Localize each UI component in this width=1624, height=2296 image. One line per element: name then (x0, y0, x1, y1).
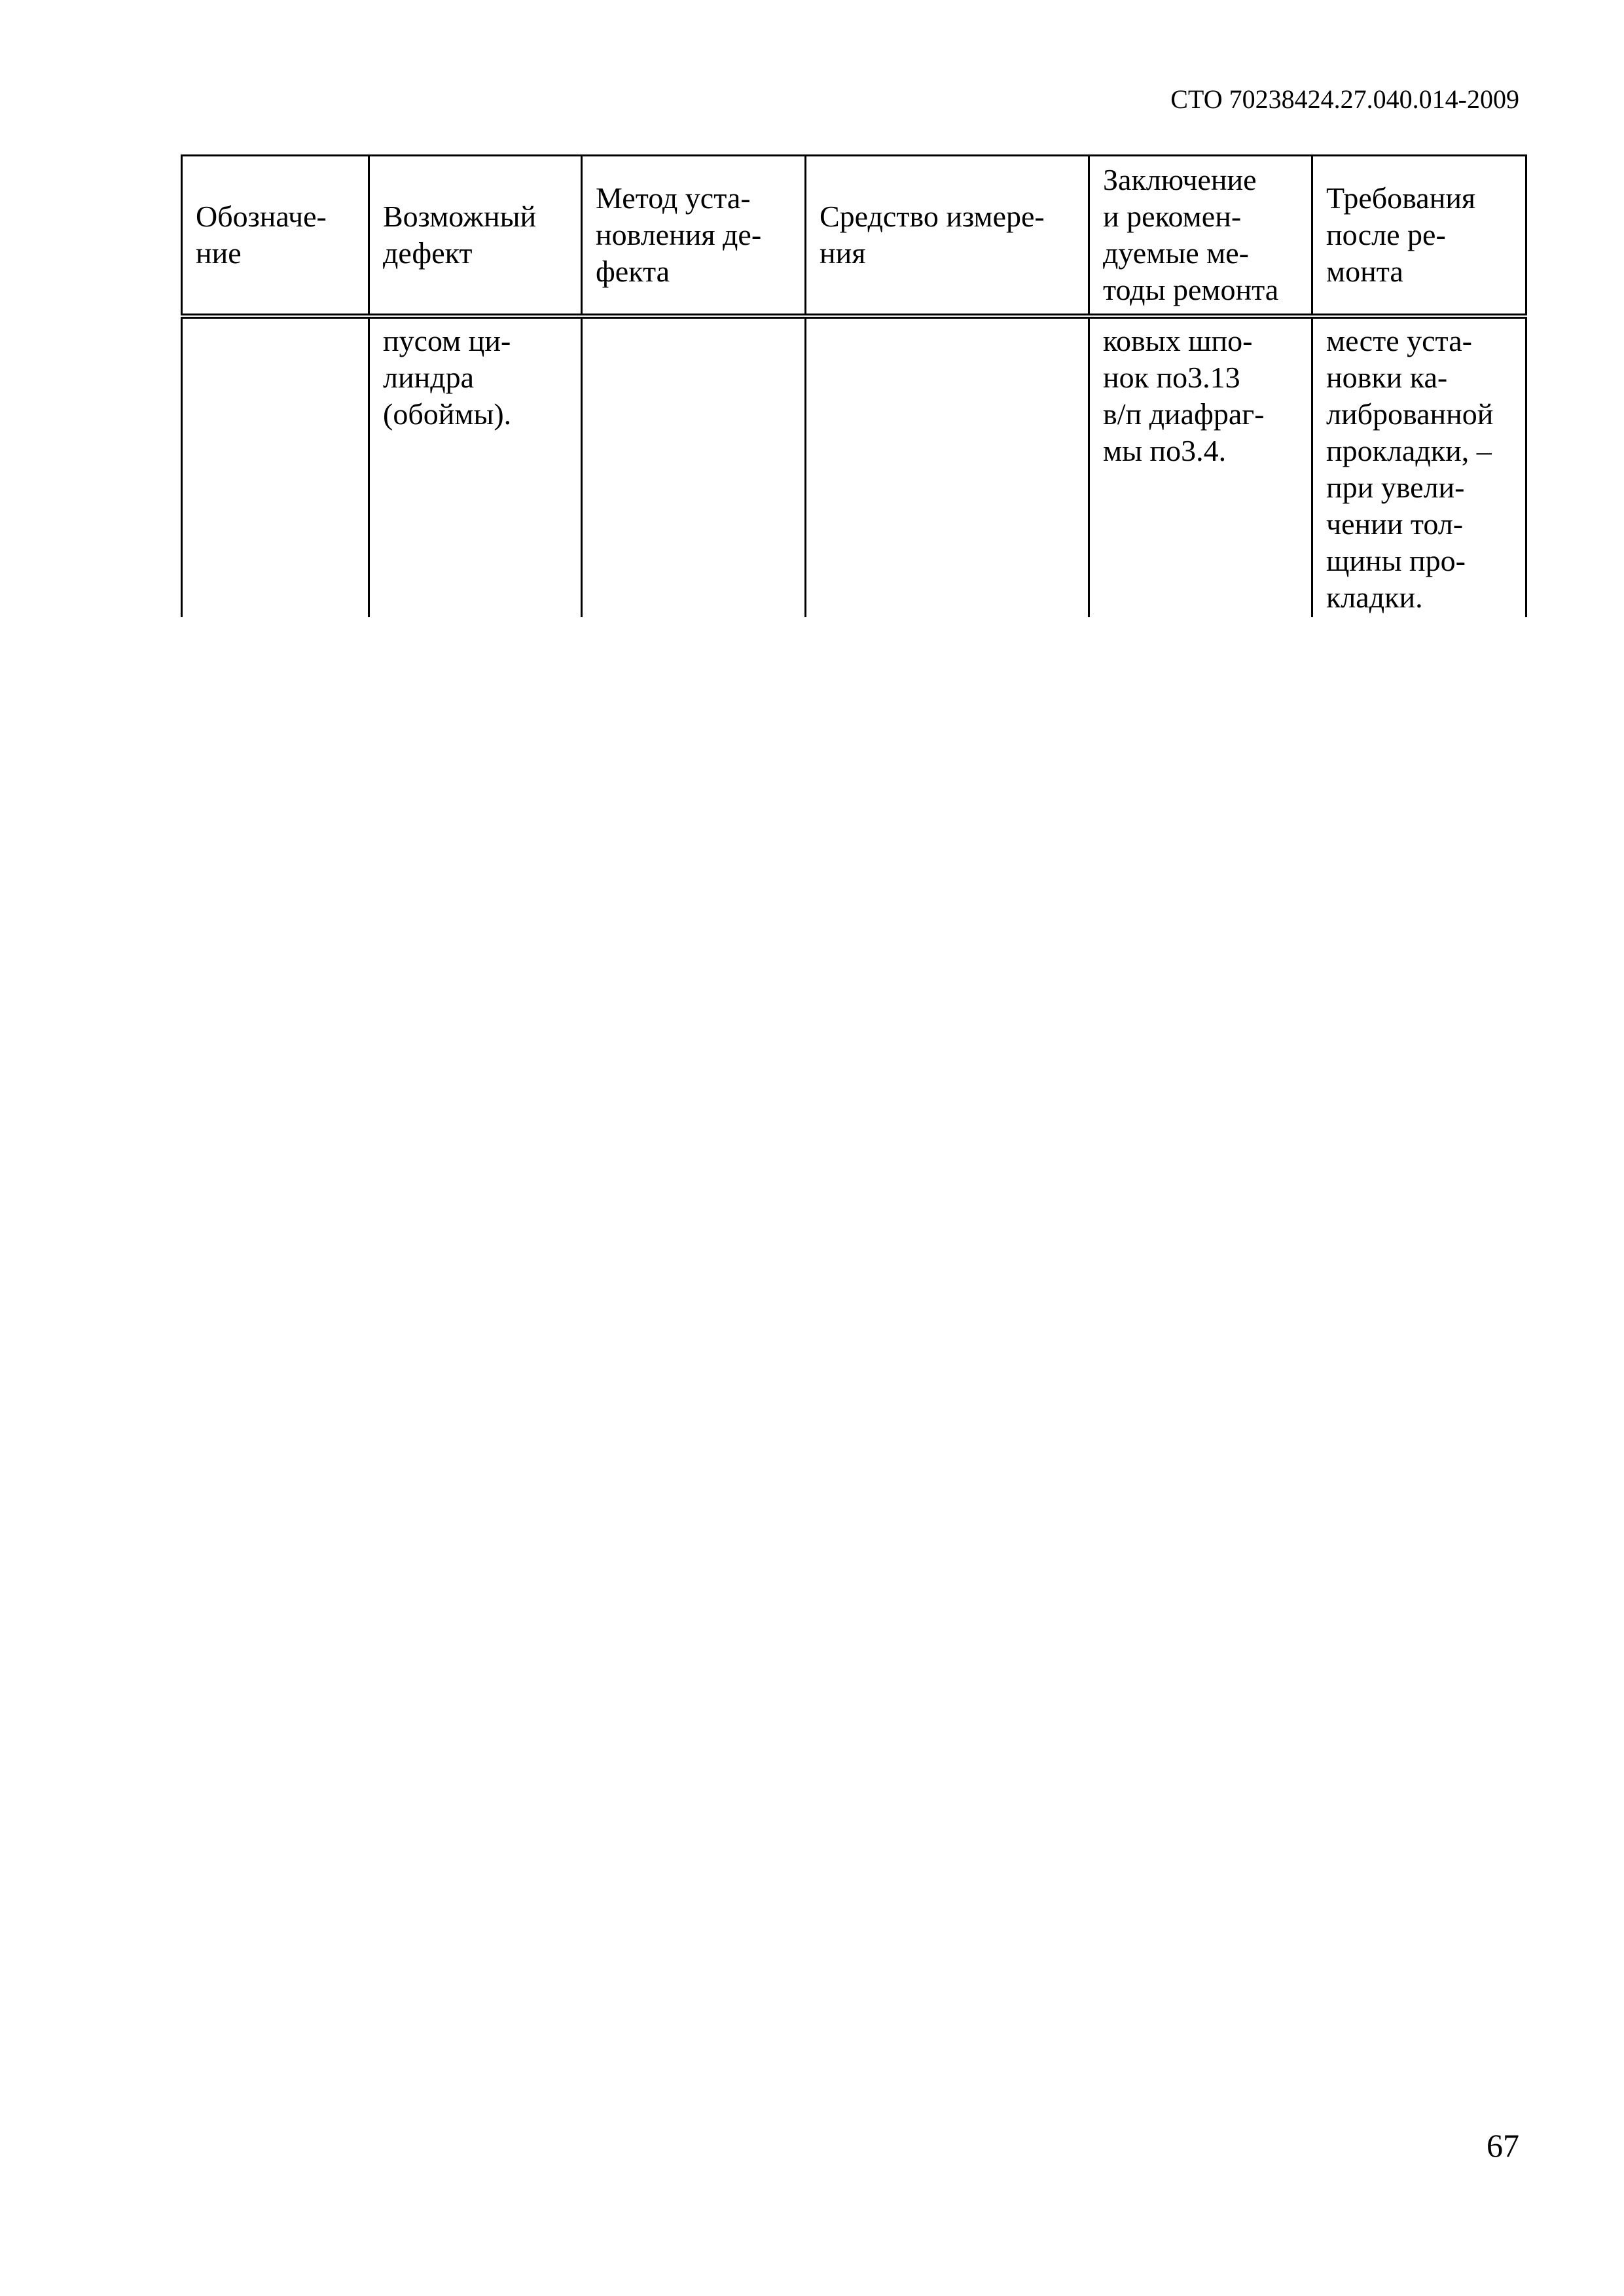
table-cell-conclusion-repair-methods: ковых шпо- нок по3.13 в/п диафраг- мы по3.4. (1089, 316, 1312, 617)
table-cell-detection-method (582, 316, 806, 617)
table-cell-possible-defect: пусом ци- линдра (обоймы). (369, 316, 582, 617)
table-cell-designation (182, 316, 369, 617)
defect-table (181, 154, 1527, 617)
column-header-measuring-tool: Средство измере- ния (806, 156, 1089, 317)
page-number: 67 (1487, 2127, 1519, 2164)
table-row (182, 316, 1526, 617)
column-header-designation: Обозначе- ние (182, 156, 369, 317)
column-header-conclusion-repair-methods: Заключение и рекомен- дуемые ме- тоды ремонта (1089, 156, 1312, 317)
document-code: СТО 70238424.27.040.014-2009 (1170, 84, 1519, 114)
table-cell-post-repair-requirements: месте уста- новки ка- либрованной прокладки, – при увели- чении тол- щины про- кладки. (1312, 316, 1526, 617)
table-cell-measuring-tool (806, 316, 1089, 617)
table-header-row (182, 156, 1526, 317)
column-header-post-repair-requirements: Требования после ре- монта (1312, 156, 1526, 317)
column-header-detection-method: Метод уста- новления де- фекта (582, 156, 806, 317)
column-header-possible-defect: Возможный дефект (369, 156, 582, 317)
